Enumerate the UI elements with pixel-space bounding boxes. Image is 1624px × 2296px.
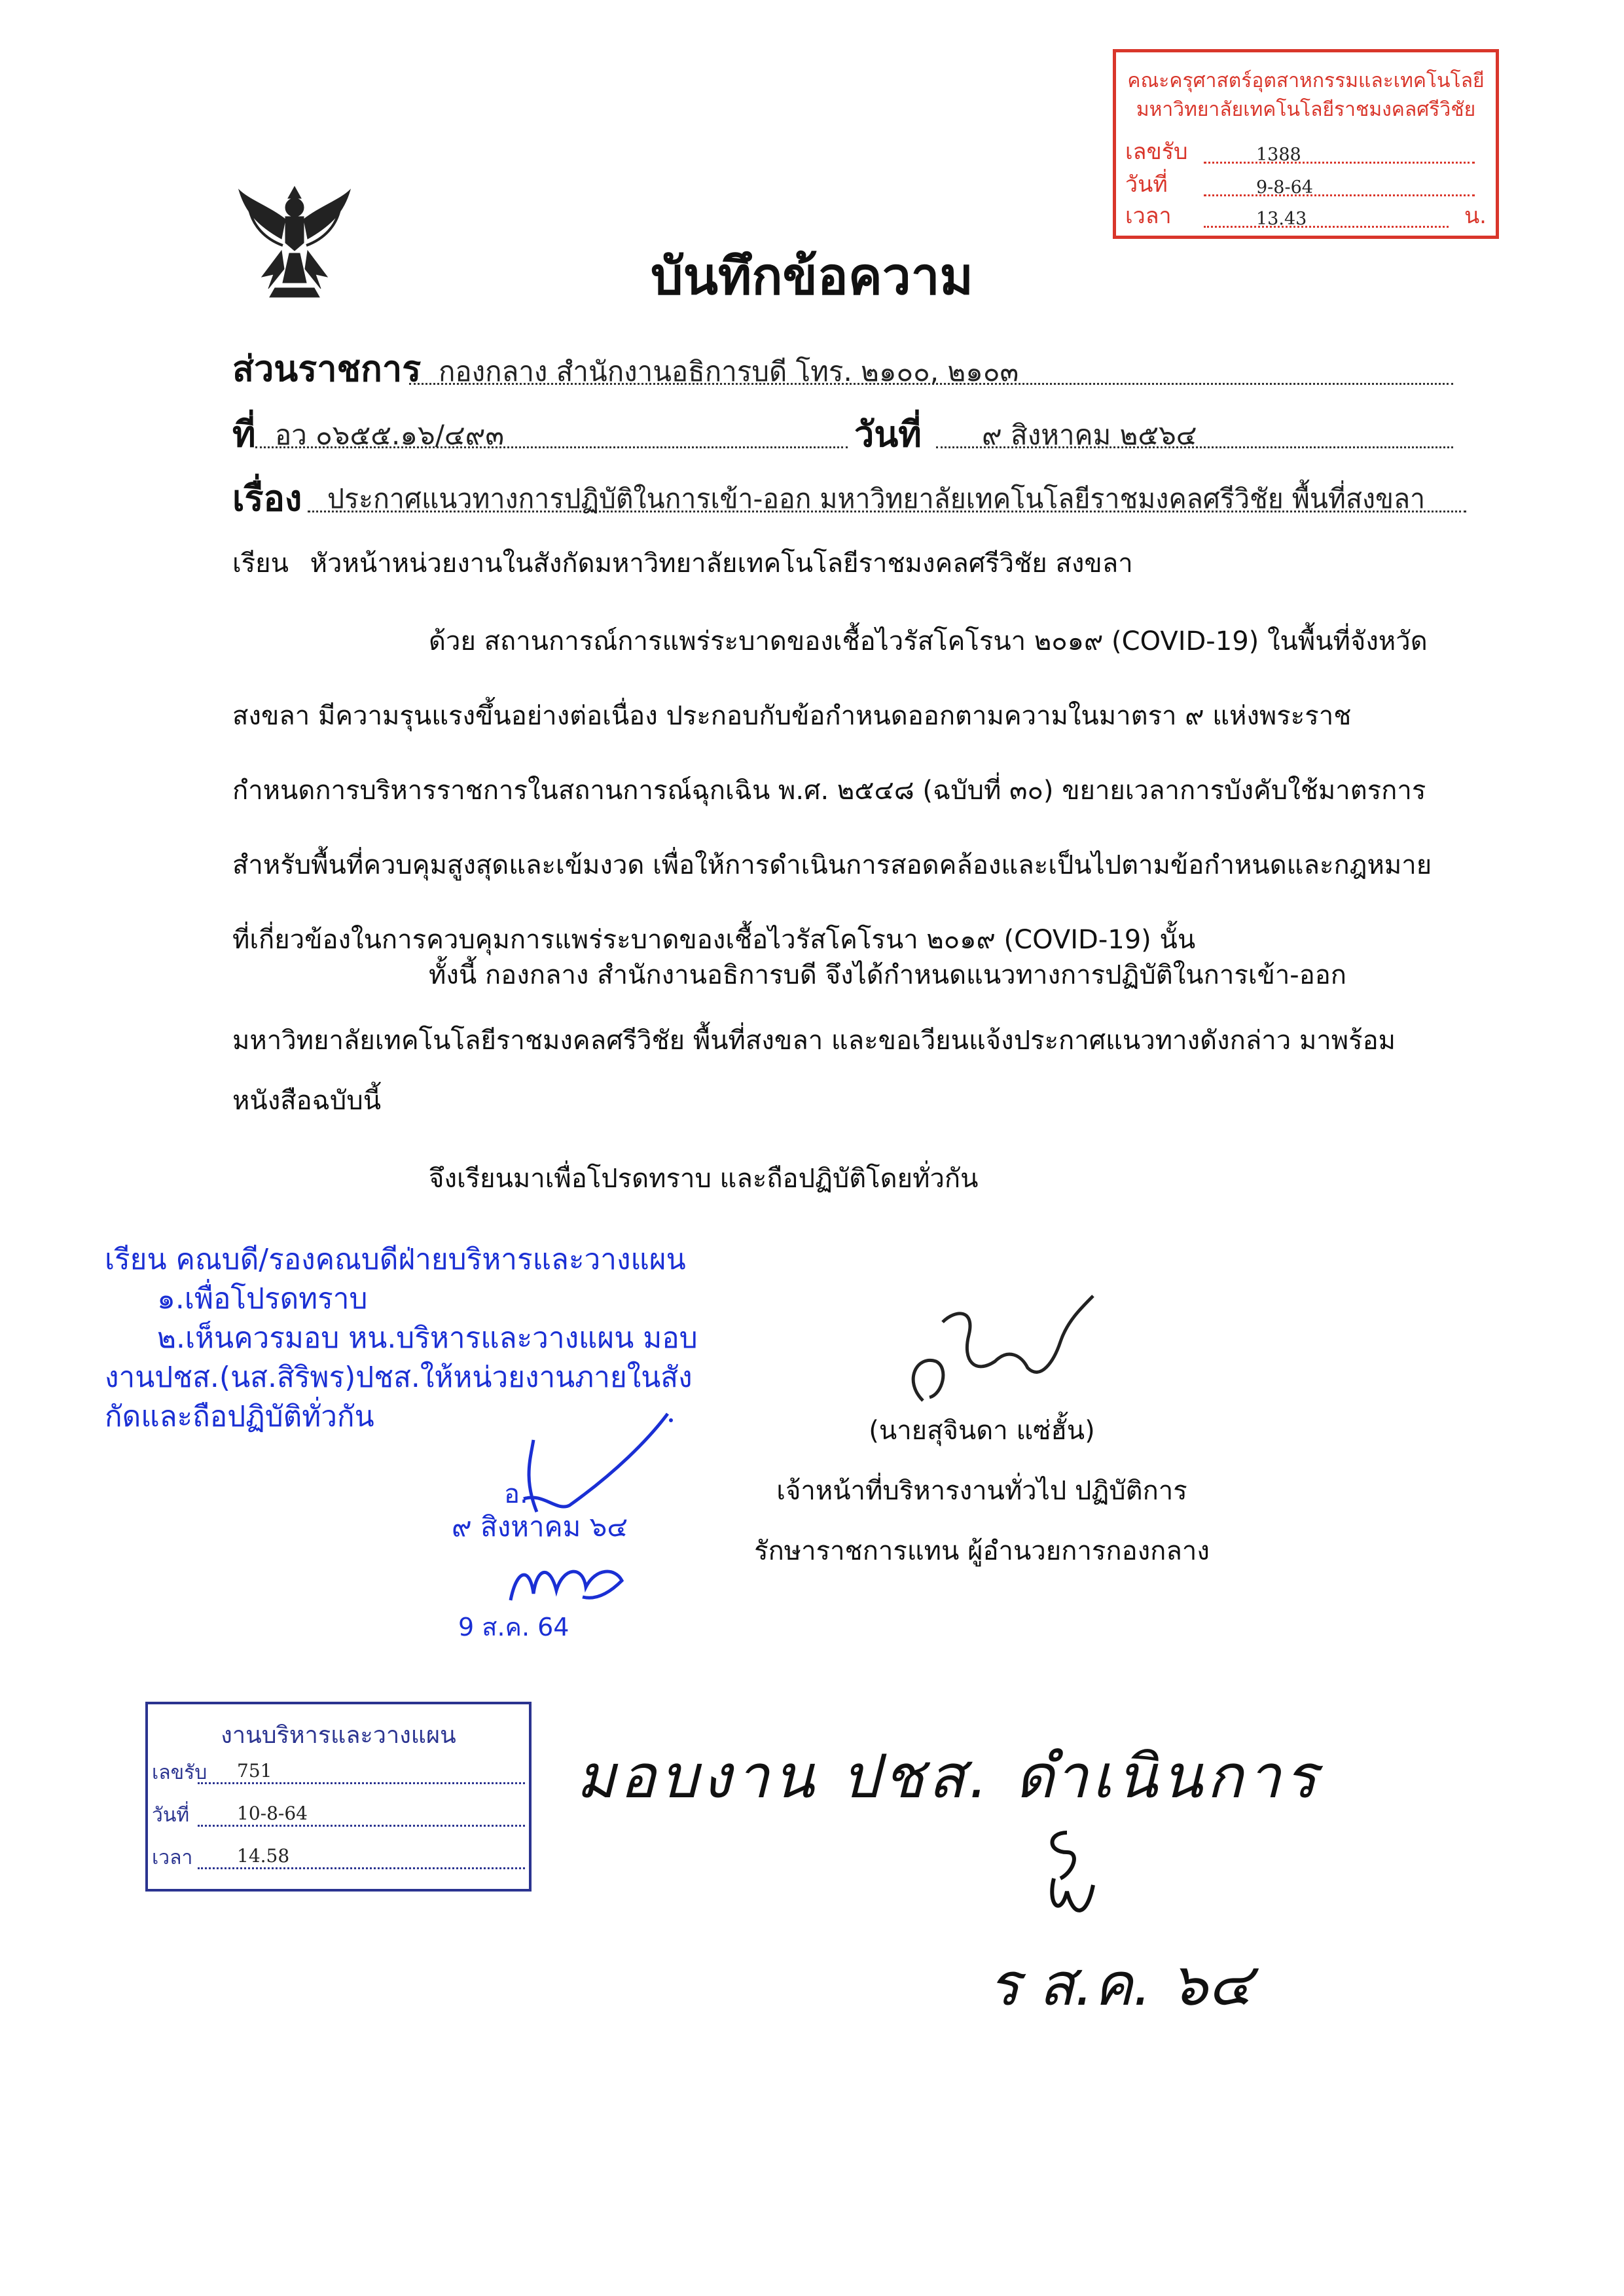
paragraph-1-line: สงขลา มีความรุนแรงขึ้นอย่างต่อเนื่อง ประกอบกับข้อกำหนดออกตามความในมาตรา ๙ แห่งพระราช xyxy=(232,701,1352,731)
planning-row-time xyxy=(152,1842,525,1873)
addressee xyxy=(232,542,1133,584)
addressee-value: หัวหน้าหน่วยงานในสังกัดมหาวิทยาลัยเทคโนโลยีราชมงคลศรีวิชัย สงขลา xyxy=(310,548,1133,579)
stamp-row-time xyxy=(1125,202,1487,233)
stamp-row-date xyxy=(1125,170,1487,202)
planning-time-value: 14.58 xyxy=(237,1845,290,1867)
subject-value: ประกาศแนวทางการปฏิบัติในการเข้า-ออก มหาวิทยาลัยเทคโนโลยีราชมงคลศรีวิชัย พื้นที่สงขลา xyxy=(327,483,1426,514)
stamp-number-label: เลขรับ xyxy=(1125,139,1188,165)
signatory-name: (นายสุจินดา แซ่ฮั้น) xyxy=(869,1416,1095,1446)
planning-date-label: วันที่ xyxy=(152,1804,190,1827)
handwritten-initial-signature xyxy=(1021,1820,1126,1931)
planning-date-value: 10-8-64 xyxy=(237,1803,308,1824)
document-title: บันทึกข้อความ xyxy=(651,247,973,306)
paragraph-2 xyxy=(232,957,1476,1143)
planning-number-label: เลขรับ xyxy=(152,1761,208,1784)
planning-row-date xyxy=(152,1799,525,1831)
date-value: ๙ สิงหาคม ๒๕๖๔ xyxy=(982,419,1197,451)
paragraph-1-line: ที่เกี่ยวข้องในการควบคุมการแพร่ระบาดของเชื้อไวรัสโคโรนา ๒๐๑๙ (COVID-19) นั้น xyxy=(232,925,1196,955)
stamp-time-value: 13.43 xyxy=(1256,209,1307,229)
stamp-number-value: 1388 xyxy=(1256,145,1301,165)
note-line: ๒.เห็นควรมอบ หน.บริหารและวางแผน มอบ xyxy=(157,1321,698,1355)
paragraph-2-line: ทั้งนี้ กองกลาง สำนักงานอธิการบดี จึงได้กำหนดแนวทางการปฏิบัติในการเข้า-ออก xyxy=(429,960,1346,990)
signatory-block xyxy=(740,1401,1224,1581)
agency-value: กองกลาง สำนักงานอธิการบดี โทร. ๒๑๐๐, ๒๑๐๓ xyxy=(439,355,1019,387)
stamp-date-label: วันที่ xyxy=(1125,171,1168,198)
approver-date: ๙ สิงหาคม ๖๔ xyxy=(452,1511,628,1543)
note-line: กัดและถือปฏิบัติทั่วกัน xyxy=(105,1400,374,1433)
paragraph-1-line: กำหนดการบริหารราชการในสถานการณ์ฉุกเฉิน พ.ศ. ๒๕๔๘ (ฉบับที่ ๓๐) ขยายเวลาการบังคับใช้มาตรการ xyxy=(232,776,1426,806)
planning-number-value: 751 xyxy=(237,1760,272,1782)
addressee-label: เรียน xyxy=(232,548,289,579)
paragraph-1 xyxy=(232,623,1476,996)
stamp-time-label: เวลา xyxy=(1125,203,1172,229)
subject-label: เรื่อง xyxy=(232,478,302,519)
paragraph-1-line: ด้วย สถานการณ์การแพร่ระบาดของเชื้อไวรัสโคโรนา ๒๐๑๙ (COVID-19) ในพื้นที่จังหวัด xyxy=(429,626,1428,656)
reference-label: ที่ xyxy=(232,414,256,455)
stamp-org-line2: มหาวิทยาลัยเทคโนโลยีราชมงคลศรีวิชัย xyxy=(1136,98,1476,121)
planning-row-number xyxy=(152,1757,525,1788)
date-label: วันที่ xyxy=(854,414,922,455)
note-line: ๑.เพื่อโปรดทราบ xyxy=(157,1282,368,1316)
signatory-position: เจ้าหน้าที่บริหารงานทั่วไป ปฏิบัติการ xyxy=(776,1476,1187,1506)
second-signature-date: 9 ส.ค. 64 xyxy=(458,1613,569,1641)
note-line: เรียน คณบดี/รองคณบดีฝ่ายบริหารและวางแผน xyxy=(105,1243,686,1276)
planning-stamp-header: งานบริหารและวางแผน xyxy=(221,1722,456,1749)
paragraph-2-line: มหาวิทยาลัยเทคโนโลยีราชมงคลศรีวิชัย พื้นที่สงขลา และขอเวียนแจ้งประกาศแนวทางดังกล่าว มาพร้อม xyxy=(232,1026,1396,1056)
reference-value: อว ๐๖๕๕.๑๖/๔๙๓ xyxy=(275,419,505,451)
stamp-date-value: 9-8-64 xyxy=(1256,177,1313,198)
handwritten-instruction: มอบงาน ปชส. ดำเนินการ xyxy=(576,1742,1321,1812)
closing-line: จึงเรียนมาเพื่อโปรดทราบ และถือปฏิบัติโดยทั่วกัน xyxy=(429,1164,979,1194)
agency-label: ส่วนราชการ xyxy=(232,348,422,389)
planning-stamp xyxy=(145,1702,532,1892)
approver-initial: อ. xyxy=(504,1479,528,1509)
planning-time-label: เวลา xyxy=(152,1846,193,1869)
stamp-row-number xyxy=(1125,137,1487,169)
paragraph-2-line: หนังสือฉบับนี้ xyxy=(232,1086,382,1116)
receive-stamp xyxy=(1113,49,1499,239)
stamp-org-line1: คณะครุศาสตร์อุตสาหกรรมและเทคโนโลยี xyxy=(1127,69,1485,92)
stamp-time-unit: น. xyxy=(1464,203,1487,229)
second-signature xyxy=(497,1554,635,1613)
handwritten-date: ร ส.ค. ๖๔ xyxy=(988,1950,1253,2019)
note-line: งานปชส.(นส.สิริพร)ปชส.ให้หน่วยงานภายในสัง xyxy=(105,1361,693,1394)
signatory-signature xyxy=(897,1283,1106,1414)
signatory-acting: รักษาราชการแทน ผู้อำนวยการกองกลาง xyxy=(754,1536,1210,1566)
paragraph-1-line: สำหรับพื้นที่ควบคุมสูงสุดและเข้มงวด เพื่อให้การดำเนินการสอดคล้องและเป็นไปตามข้อกำหนดและกฎหมาย xyxy=(232,850,1432,880)
